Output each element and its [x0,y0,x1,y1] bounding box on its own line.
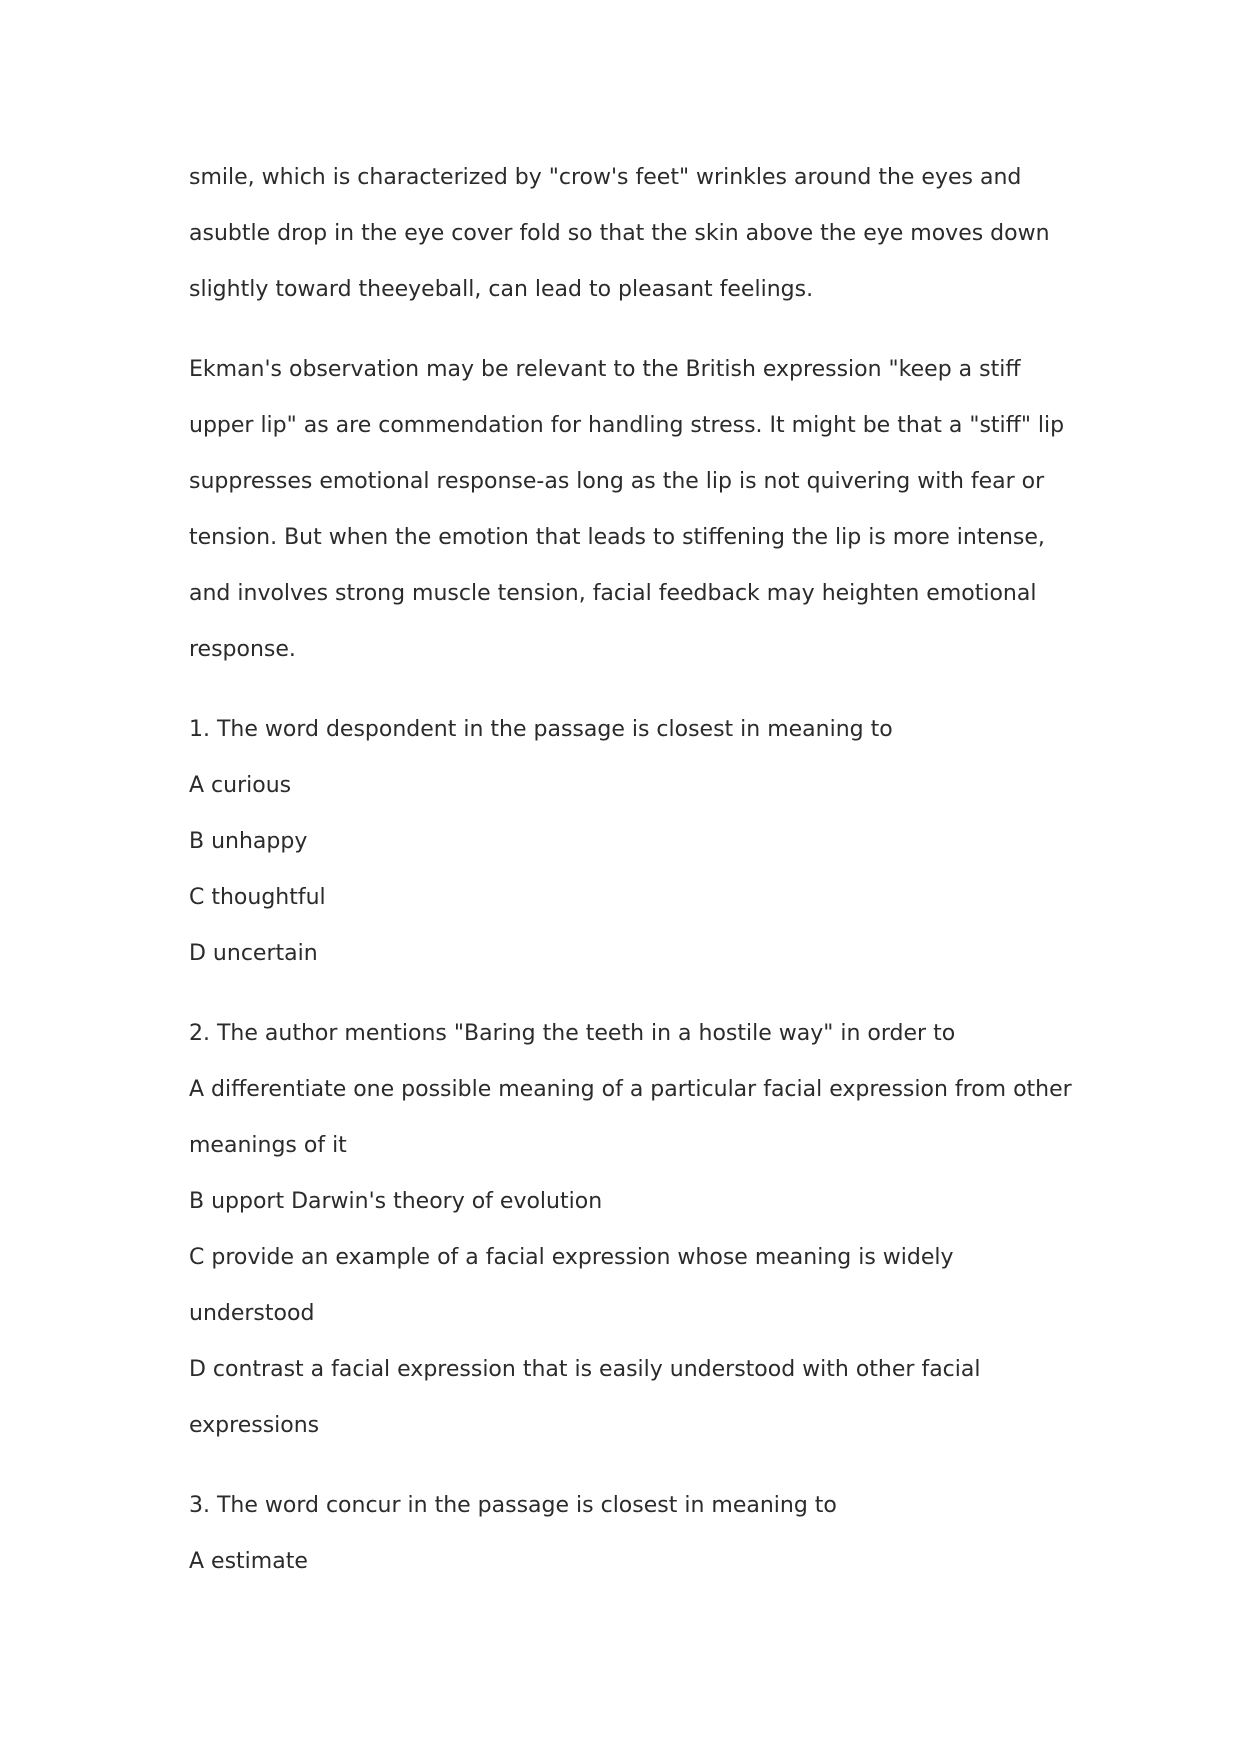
passage-line: suppresses emotional response-as long as the lip is not quivering with fear or [189,469,1045,494]
passage-line: smile, which is characterized by "crow's feet" wrinkles around the eyes and [189,165,1022,190]
question-2-option: A differentiate one possible meaning of a particular facial expression from other [189,1077,1072,1102]
question-2-option: understood [189,1301,315,1326]
question-1-option: B unhappy [189,829,308,854]
question-2-option: D contrast a facial expression that is easily understood with other facial [189,1357,981,1382]
question-1-option: D uncertain [189,941,318,966]
question-2-option: C provide an example of a facial expression whose meaning is widely [189,1245,954,1270]
question-1-option: A curious [189,773,292,798]
passage-line: upper lip" as are commendation for handling stress. It might be that a "stiff" lip [189,413,1065,438]
question-2-option: B upport Darwin's theory of evolution [189,1189,603,1214]
passage-line: response. [189,637,296,662]
question-2-option: meanings of it [189,1133,347,1158]
question-2-stem: 2. The author mentions "Baring the teeth in a hostile way" in order to [189,1021,956,1046]
passage-line: and involves strong muscle tension, facial feedback may heighten emotional [189,581,1037,606]
passage-line: Ekman's observation may be relevant to the British expression "keep a stiff [189,357,1021,382]
question-1-option: C thoughtful [189,885,326,910]
question-1-stem: 1. The word despondent in the passage is closest in meaning to [189,717,893,742]
passage-line: tension. But when the emotion that leads to stiffening the lip is more intense, [189,525,1045,550]
passage-line: asubtle drop in the eye cover fold so that the skin above the eye moves down [189,221,1050,246]
passage-line: slightly toward theeyeball, can lead to pleasant feelings. [189,277,814,302]
question-3-stem: 3. The word concur in the passage is closest in meaning to [189,1493,837,1518]
question-3-option: A estimate [189,1549,308,1574]
question-2-option: expressions [189,1413,320,1438]
